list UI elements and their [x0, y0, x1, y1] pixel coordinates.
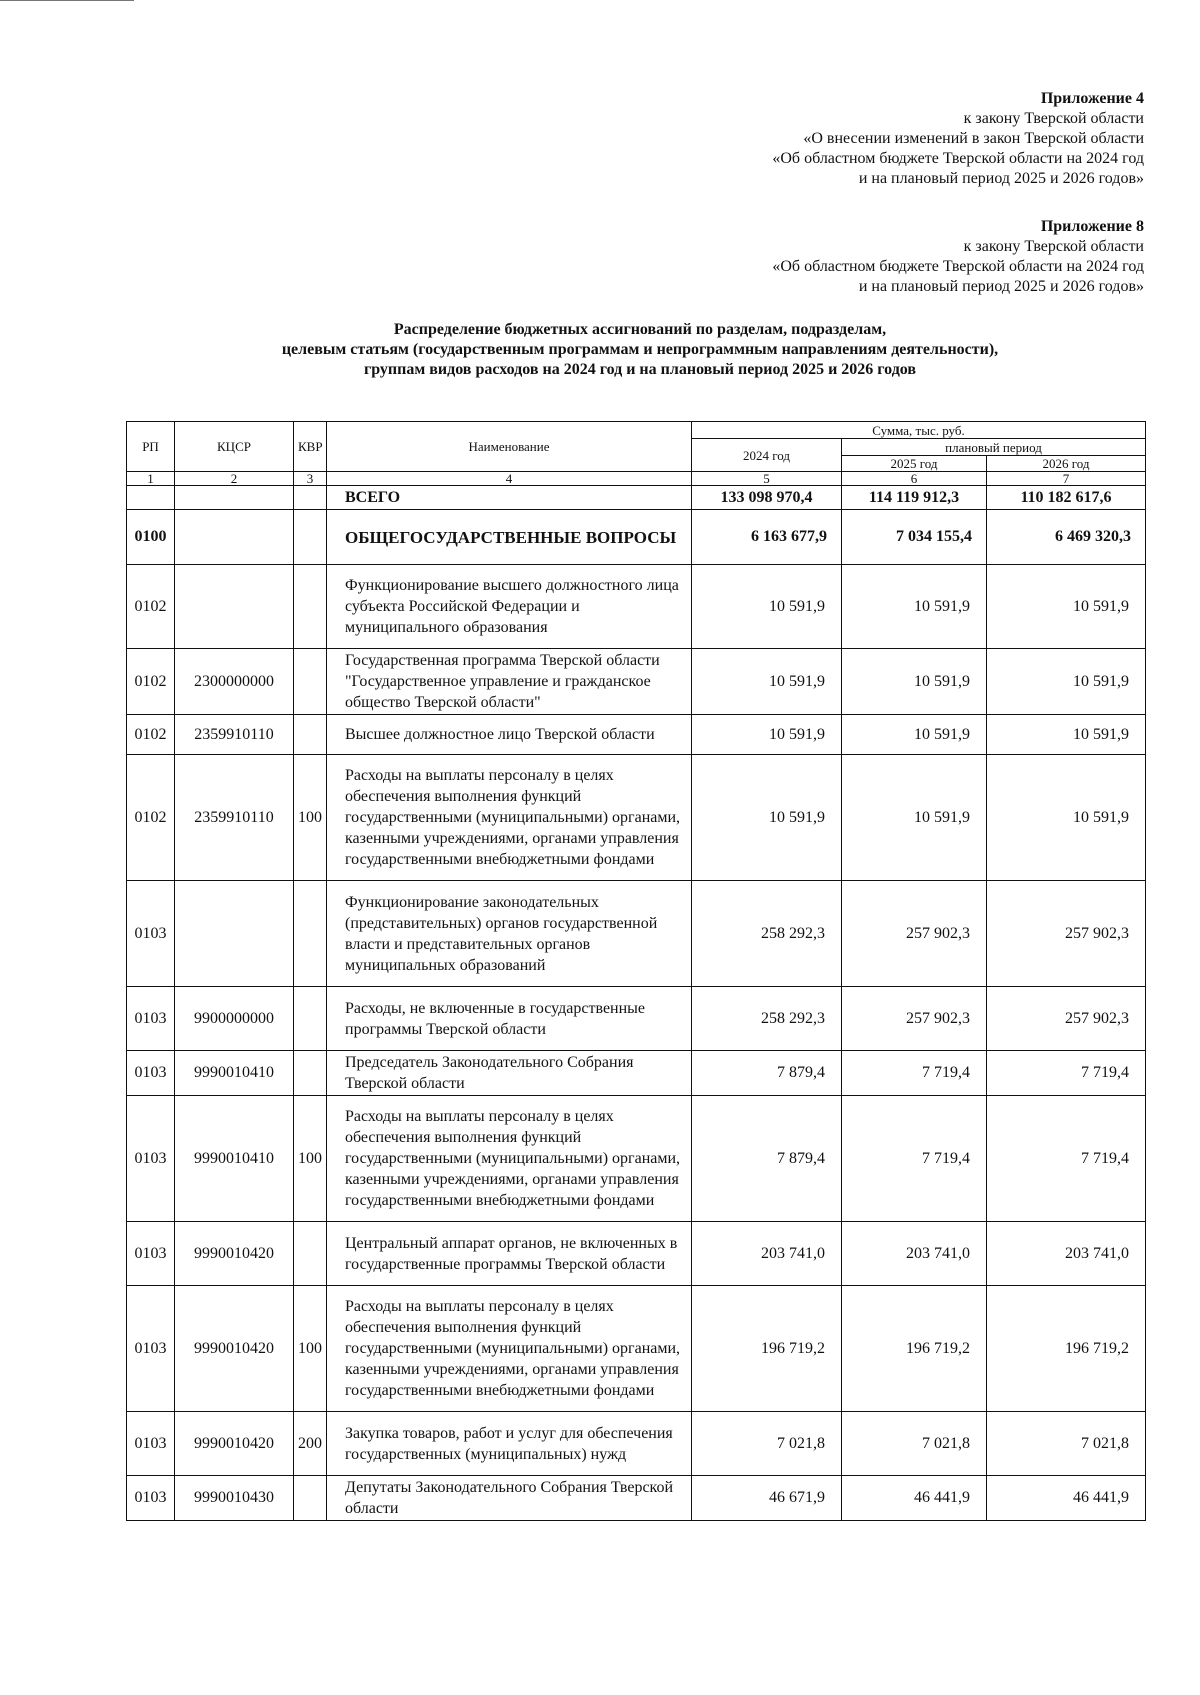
amount-2025-cell: 257 902,3: [842, 987, 987, 1051]
kvr-cell: 100: [294, 1286, 327, 1412]
header-2026: 2026 год: [987, 456, 1146, 472]
kcsr-cell: 9990010420: [175, 1286, 294, 1412]
rp-cell: 0102: [127, 565, 175, 649]
header-kcsr: КЦСР: [175, 422, 294, 472]
kvr-cell: [294, 881, 327, 987]
rp-cell: 0102: [127, 755, 175, 881]
kcsr-cell: 9990010420: [175, 1412, 294, 1476]
title-line: целевым статьям (государственным программам и непрограммным направлениям деятельности),: [281, 341, 999, 358]
table-row: [127, 1412, 1146, 1476]
amount-2024-cell: 196 719,2: [692, 1286, 842, 1412]
amount-2025-cell: 10 591,9: [842, 565, 987, 649]
rp-cell: 0103: [127, 1476, 175, 1521]
rp-cell: 0102: [127, 649, 175, 715]
kcsr-cell: 9900000000: [175, 987, 294, 1051]
amount-2024-cell: 10 591,9: [692, 649, 842, 715]
kcsr-cell: 2359910110: [175, 715, 294, 755]
amount-2026-cell: 10 591,9: [987, 649, 1146, 715]
column-number: 1: [127, 472, 175, 486]
kcsr-cell: 9990010410: [175, 1096, 294, 1222]
amount-2026-cell: 10 591,9: [987, 715, 1146, 755]
appendix-4-block: [772, 89, 1144, 189]
name-cell: Высшее должностное лицо Тверской области: [327, 715, 692, 755]
amount-2024-cell: 258 292,3: [692, 987, 842, 1051]
amount-2024-cell: 258 292,3: [692, 881, 842, 987]
rp-cell: 0103: [127, 1096, 175, 1222]
kvr-cell: 200: [294, 1412, 327, 1476]
header-sum: Сумма, тыс. руб.: [692, 422, 1146, 439]
appendix-8-heading: Приложение 8: [1040, 218, 1144, 235]
amount-2025-cell: 7 719,4: [842, 1096, 987, 1222]
amount-2025-cell: 203 741,0: [842, 1222, 987, 1286]
amount-2026-cell: 46 441,9: [987, 1476, 1146, 1521]
kvr-cell: [294, 715, 327, 755]
appendix-4-line: «Об областном бюджете Тверской области на 2024 год: [772, 150, 1144, 167]
column-number: 6: [842, 472, 987, 486]
appendix-4-line: к закону Тверской области: [963, 110, 1144, 127]
column-number: 4: [327, 472, 692, 486]
rp-cell: 0103: [127, 1222, 175, 1286]
kvr-cell: [294, 565, 327, 649]
amount-2024-cell: 10 591,9: [692, 715, 842, 755]
section-rp: 0100: [127, 510, 175, 565]
amount-2026-cell: 10 591,9: [987, 755, 1146, 881]
amount-2024-cell: 7 879,4: [692, 1051, 842, 1096]
amount-2025-cell: 7 719,4: [842, 1051, 987, 1096]
amount-2025-cell: 10 591,9: [842, 715, 987, 755]
name-cell: Расходы на выплаты персоналу в целях обеспечения выполнения функций государственными (муниципальными) органами, казенными учреждениями, органами управления государственными внебюджетными фондами: [327, 1096, 692, 1222]
name-cell: Центральный аппарат органов, не включенных в государственные программы Тверской области: [327, 1222, 692, 1286]
table-row: [127, 565, 1146, 649]
name-cell: Депутаты Законодательного Собрания Тверской области: [327, 1476, 692, 1521]
kvr-cell: [294, 987, 327, 1051]
kcsr-cell: 9990010410: [175, 1051, 294, 1096]
total-2025: 114 119 912,3: [842, 486, 987, 510]
name-cell: Функционирование высшего должностного лица субъекта Российской Федерации и муниципального образования: [327, 565, 692, 649]
rp-cell: 0103: [127, 1412, 175, 1476]
kvr-cell: 100: [294, 1096, 327, 1222]
name-cell: Функционирование законодательных (представительных) органов государственной власти и представительных органов муниципальных образований: [327, 881, 692, 987]
table-row: [127, 1286, 1146, 1412]
section-2024: 6 163 677,9: [692, 510, 842, 565]
column-number: 7: [987, 472, 1146, 486]
amount-2026-cell: 196 719,2: [987, 1286, 1146, 1412]
total-2026: 110 182 617,6: [987, 486, 1146, 510]
amount-2024-cell: 7 879,4: [692, 1096, 842, 1222]
header-planned-period: плановый период: [842, 439, 1146, 456]
kcsr-cell: 2359910110: [175, 755, 294, 881]
total-row: [127, 486, 1146, 510]
rp-cell: 0103: [127, 1286, 175, 1412]
amount-2026-cell: 7 021,8: [987, 1412, 1146, 1476]
appendix-8-block: [772, 217, 1144, 297]
kcsr-cell: [175, 881, 294, 987]
header-2025: 2025 год: [842, 456, 987, 472]
kcsr-cell: [175, 565, 294, 649]
amount-2025-cell: 46 441,9: [842, 1476, 987, 1521]
amount-2026-cell: 7 719,4: [987, 1096, 1146, 1222]
document-title: [130, 320, 1150, 380]
table-row: [127, 1222, 1146, 1286]
table-row: [127, 1051, 1146, 1096]
table-row: [127, 755, 1146, 881]
budget-table: [126, 421, 1146, 1521]
section-2025: 7 034 155,4: [842, 510, 987, 565]
appendix-4-line: и на плановый период 2025 и 2026 годов»: [858, 170, 1144, 187]
kvr-cell: [294, 649, 327, 715]
amount-2025-cell: 10 591,9: [842, 649, 987, 715]
amount-2024-cell: 10 591,9: [692, 565, 842, 649]
name-cell: Председатель Законодательного Собрания Тверской области: [327, 1051, 692, 1096]
title-line: группам видов расходов на 2024 год и на плановый период 2025 и 2026 годов: [363, 361, 917, 378]
amount-2024-cell: 46 671,9: [692, 1476, 842, 1521]
section-name: ОБЩЕГОСУДАРСТВЕННЫЕ ВОПРОСЫ: [327, 510, 692, 565]
name-cell: Расходы на выплаты персоналу в целях обеспечения выполнения функций государственными (муниципальными) органами, казенными учреждениями, органами управления государственными внебюджетными фондами: [327, 755, 692, 881]
rp-cell: 0103: [127, 881, 175, 987]
name-cell: Закупка товаров, работ и услуг для обеспечения государственных (муниципальных) нужд: [327, 1412, 692, 1476]
amount-2026-cell: 10 591,9: [987, 565, 1146, 649]
column-number: 3: [294, 472, 327, 486]
rp-cell: 0103: [127, 987, 175, 1051]
header-kvr: КВР: [294, 422, 327, 472]
section-2026: 6 469 320,3: [987, 510, 1146, 565]
rp-cell: 0103: [127, 1051, 175, 1096]
rp-cell: 0102: [127, 715, 175, 755]
amount-2026-cell: 257 902,3: [987, 881, 1146, 987]
table-row: [127, 649, 1146, 715]
appendix-8-line: и на плановый период 2025 и 2026 годов»: [858, 278, 1144, 295]
kvr-cell: 100: [294, 755, 327, 881]
amount-2024-cell: 7 021,8: [692, 1412, 842, 1476]
table-row: [127, 1476, 1146, 1521]
kvr-cell: [294, 1222, 327, 1286]
amount-2025-cell: 7 021,8: [842, 1412, 987, 1476]
name-cell: Расходы на выплаты персоналу в целях обеспечения выполнения функций государственными (муниципальными) органами, казенными учреждениями, органами управления государственными внебюджетными фондами: [327, 1286, 692, 1412]
amount-2026-cell: 7 719,4: [987, 1051, 1146, 1096]
table-row: [127, 715, 1146, 755]
total-2024: 133 098 970,4: [692, 486, 842, 510]
column-number: 2: [175, 472, 294, 486]
name-cell: Расходы, не включенные в государственные программы Тверской области: [327, 987, 692, 1051]
total-label: ВСЕГО: [327, 486, 692, 510]
amount-2026-cell: 203 741,0: [987, 1222, 1146, 1286]
appendix-8-line: к закону Тверской области: [963, 238, 1144, 255]
header-name: Наименование: [327, 422, 692, 472]
section-row: [127, 510, 1146, 565]
name-cell: Государственная программа Тверской области "Государственное управление и гражданское общество Тверской области": [327, 649, 692, 715]
table-row: [127, 881, 1146, 987]
kcsr-cell: 2300000000: [175, 649, 294, 715]
amount-2025-cell: 257 902,3: [842, 881, 987, 987]
amount-2025-cell: 10 591,9: [842, 755, 987, 881]
kcsr-cell: 9990010430: [175, 1476, 294, 1521]
header-rp: РП: [127, 422, 175, 472]
column-number: 5: [692, 472, 842, 486]
header-2024: 2024 год: [692, 439, 842, 472]
amount-2024-cell: 203 741,0: [692, 1222, 842, 1286]
appendix-4-heading: Приложение 4: [1040, 90, 1144, 107]
appendix-8-line: «Об областном бюджете Тверской области на 2024 год: [772, 258, 1144, 275]
table-row: [127, 1096, 1146, 1222]
amount-2026-cell: 257 902,3: [987, 987, 1146, 1051]
amount-2025-cell: 196 719,2: [842, 1286, 987, 1412]
kcsr-cell: 9990010420: [175, 1222, 294, 1286]
amount-2024-cell: 10 591,9: [692, 755, 842, 881]
title-line: Распределение бюджетных ассигнований по разделам, подразделам,: [393, 321, 887, 338]
kvr-cell: [294, 1051, 327, 1096]
scan-top-line: [0, 0, 134, 1]
table-row: [127, 987, 1146, 1051]
appendix-4-line: «О внесении изменений в закон Тверской области: [803, 130, 1144, 147]
kvr-cell: [294, 1476, 327, 1521]
